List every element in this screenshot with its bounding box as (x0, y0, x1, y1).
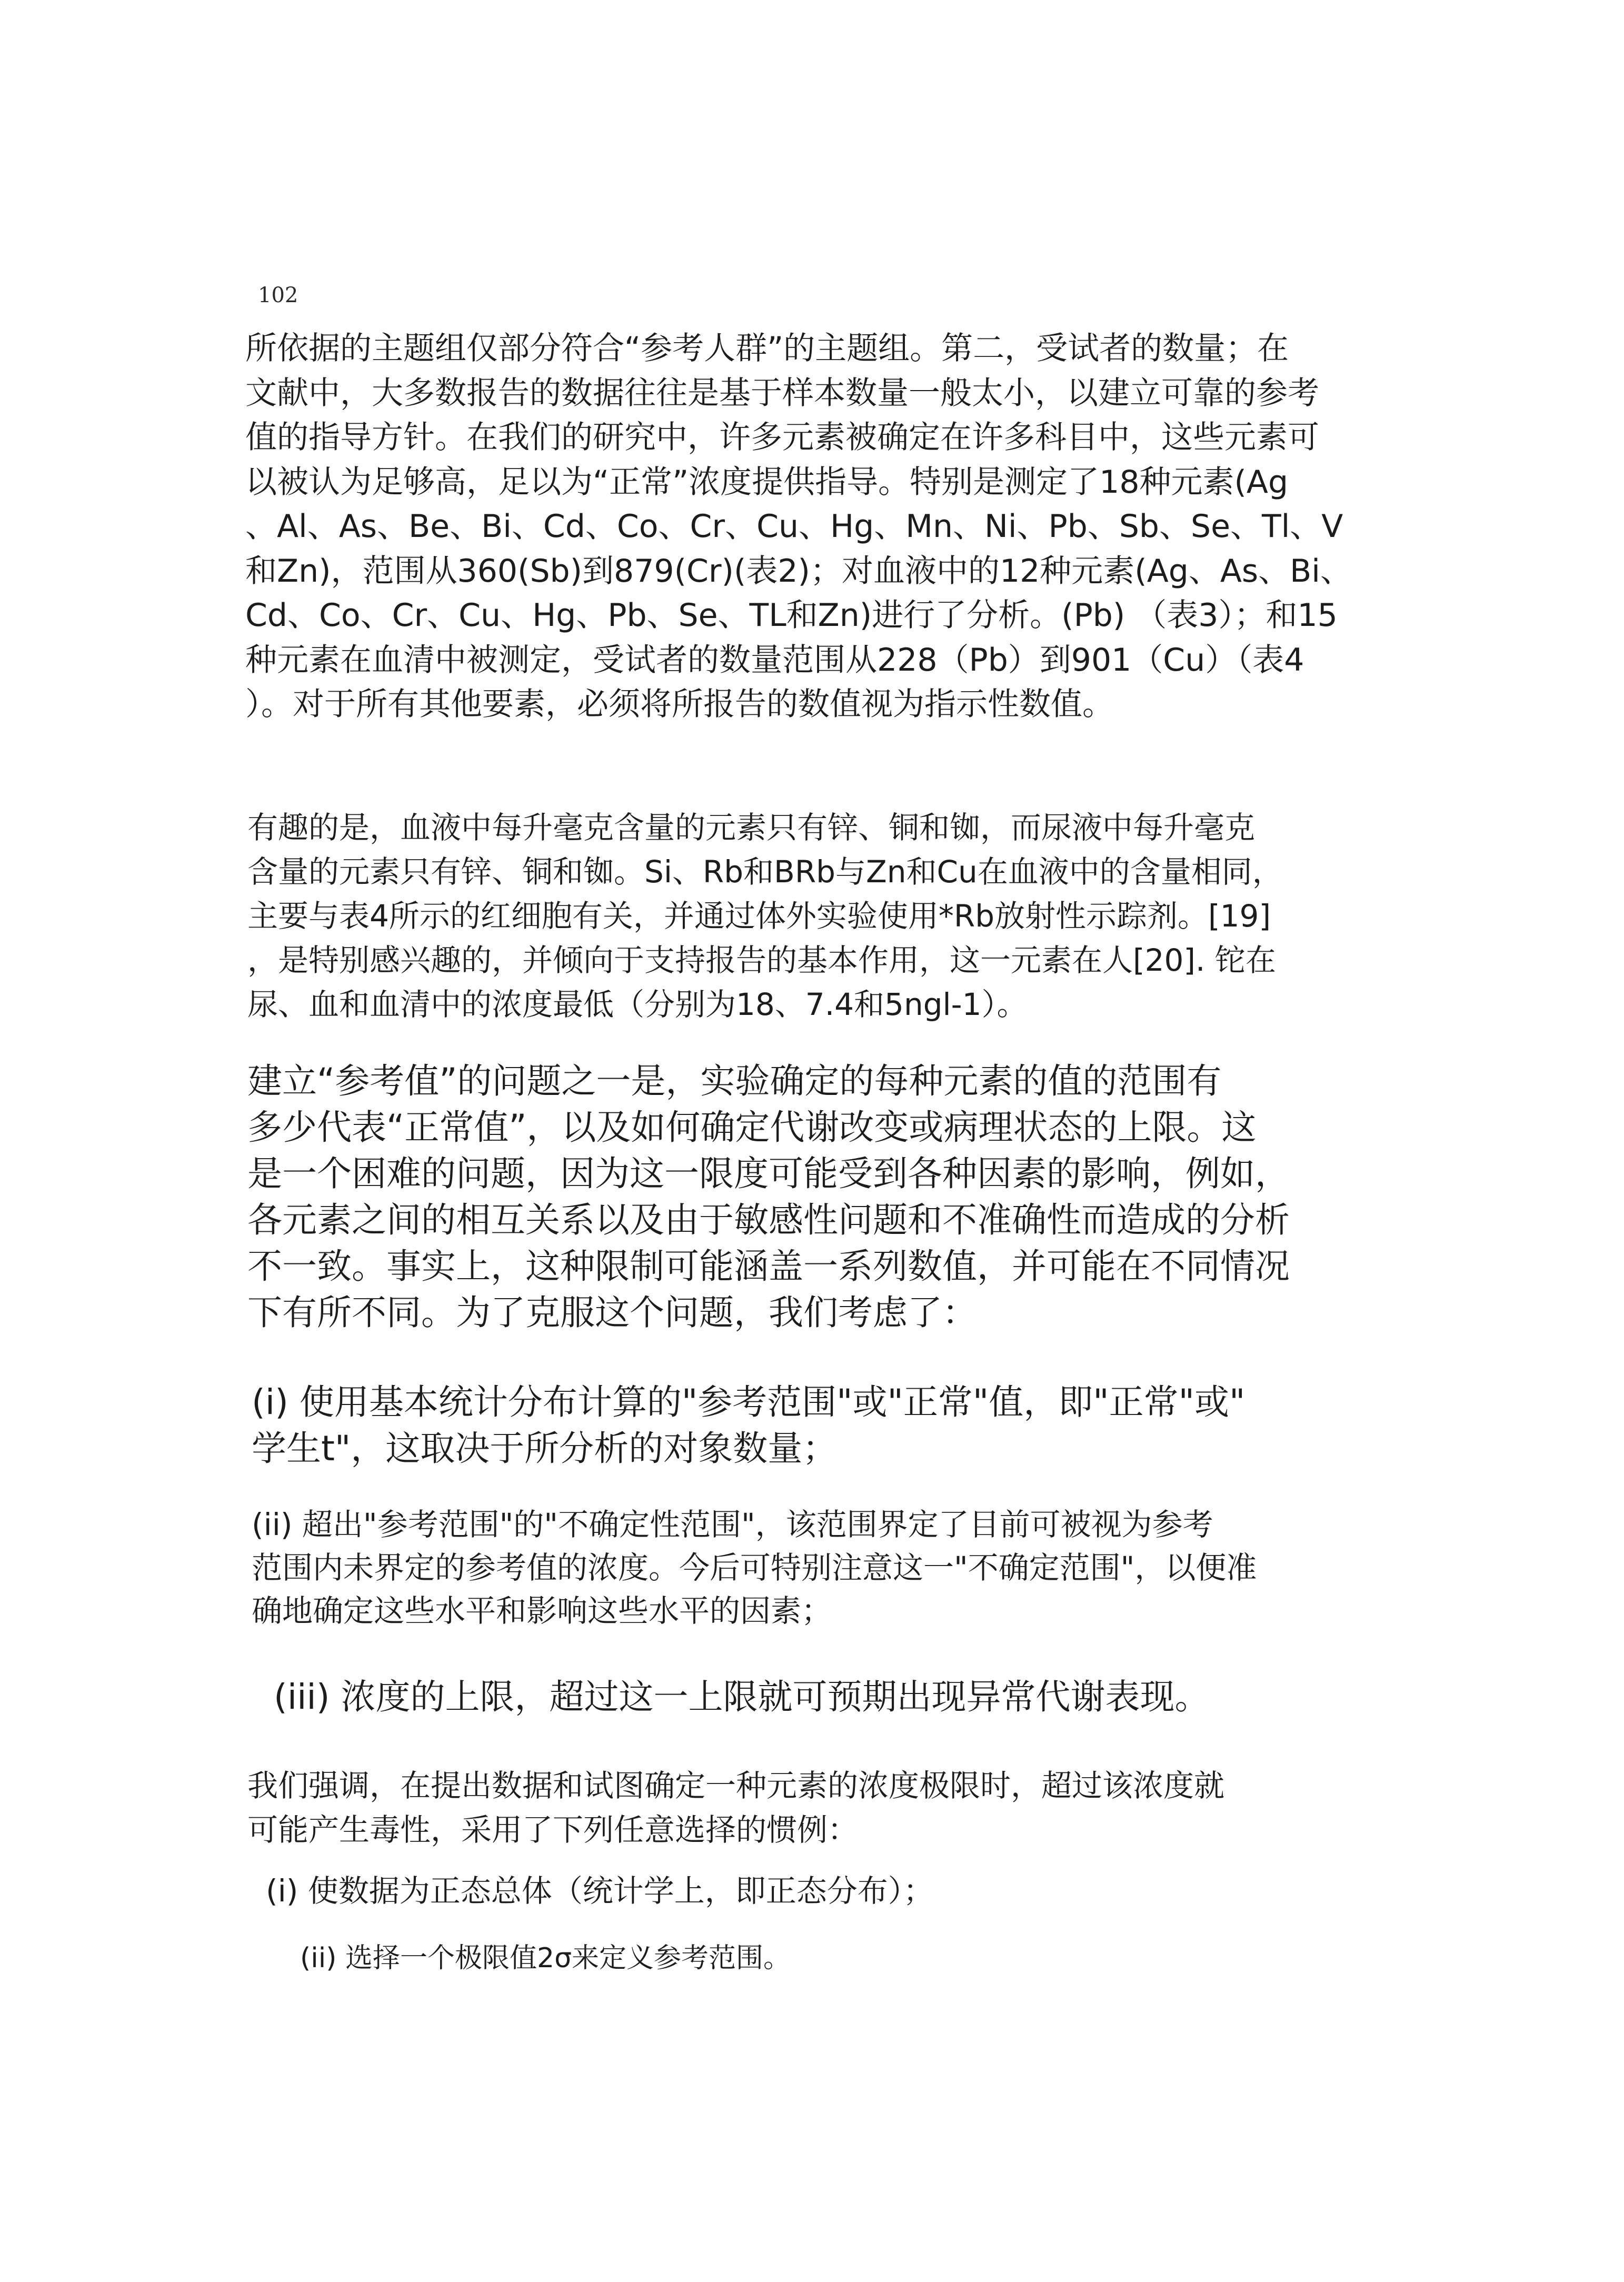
list-item-limit-value: (ii) 选择一个极限值2σ来定义参考范围。 (300, 1942, 791, 1974)
list-item-reference-range: (i) 使用基本统计分布计算的"参考范围"或"正常"值，即"正常"或" 学生t"，这取决于所分析的对象数量； (252, 1382, 1246, 1469)
list-item-upper-limit: (iii) 浓度的上限，超过这一上限就可预期出现异常代谢表现。 (274, 1677, 1210, 1717)
list-item-uncertainty-range: (ii) 超出"参考范围"的"不确定性范围"，该范围界定了目前可被视为参考 范围内未界定的参考值的浓度。今后可特别注意这一"不确定范围"，以便准 确地确定这些水平和影响这些水平的因素； (252, 1507, 1257, 1629)
paragraph-conventions: 我们强调，在提出数据和试图确定一种元素的浓度极限时，超过该浓度就 可能产生毒性，采用了下列任意选择的惯例： (247, 1768, 1225, 1848)
paragraph-reference-values: 建立“参考值”的问题之一是，实验确定的每种元素的值的范围有 多少代表“正常值”，以及如何确定代谢改变或病理状态的上限。这 是一个困难的问题，因为这一限度可能受到各种因素的影响，例如， 各元素之间的相互关系以及由于敏感性问题和不准确性而造成的分析 不一致。事实上，这种限制可能涵盖一系列数值，并可能在不同情况 下有所不同。为了克服这个问题，我们考虑了： (247, 1061, 1290, 1333)
paragraph-subjects-count: 所依据的主题组仅部分符合“参考人群”的主题组。第二，受试者的数量；在 文献中，大多数报告的数据往往是基于样本数量一般太小，以建立可靠的参考 值的指导方针。在我们的研究中，许多元素被确定在许多科目中，这些元素可 以被认为足够高，足以为“正常”浓度提供指导。特别是测定了18种元素(Ag 、Al、As、Be、Bi、Cd、Co、Cr、Cu、Hg、Mn、Ni、Pb、Sb、Se、Tl、V 和Zn)，范围从360(Sb)到879(Cr)(表2)；对血液中的12种元素(Ag、As、Bi、 Cd、Co、Cr、Cu、Hg、Pb、Se、TL和Zn)进行了分析。(Pb) （表3）；和15 种元素在血清中被测定，受试者的数量范围从228（Pb）到901（Cu）（表4 ）。对于所有其他要素，必须将所报告的数值视为指示性数值。 (245, 330, 1352, 723)
page-number: 102 (258, 283, 298, 307)
paragraph-blood-elements: 有趣的是，血液中每升毫克含量的元素只有锌、铜和铷，而尿液中每升毫克 含量的元素只有锌、铜和铷。Si、Rb和BRb与Zn和Cu在血液中的含量相同， 主要与表4所示的红细胞有关，并通过体外实验使用*Rb放射性示踪剂。[19] ，是特别感兴趣的，并倾向于支持报告的基本作用，这一元素在人[20]. 铊在 尿、血和血清中的浓度最低（分别为18、7.4和5ngl-1）。 (247, 810, 1283, 1022)
list-item-normal-distribution: (i) 使数据为正态总体（统计学上，即正态分布）； (266, 1873, 934, 1909)
